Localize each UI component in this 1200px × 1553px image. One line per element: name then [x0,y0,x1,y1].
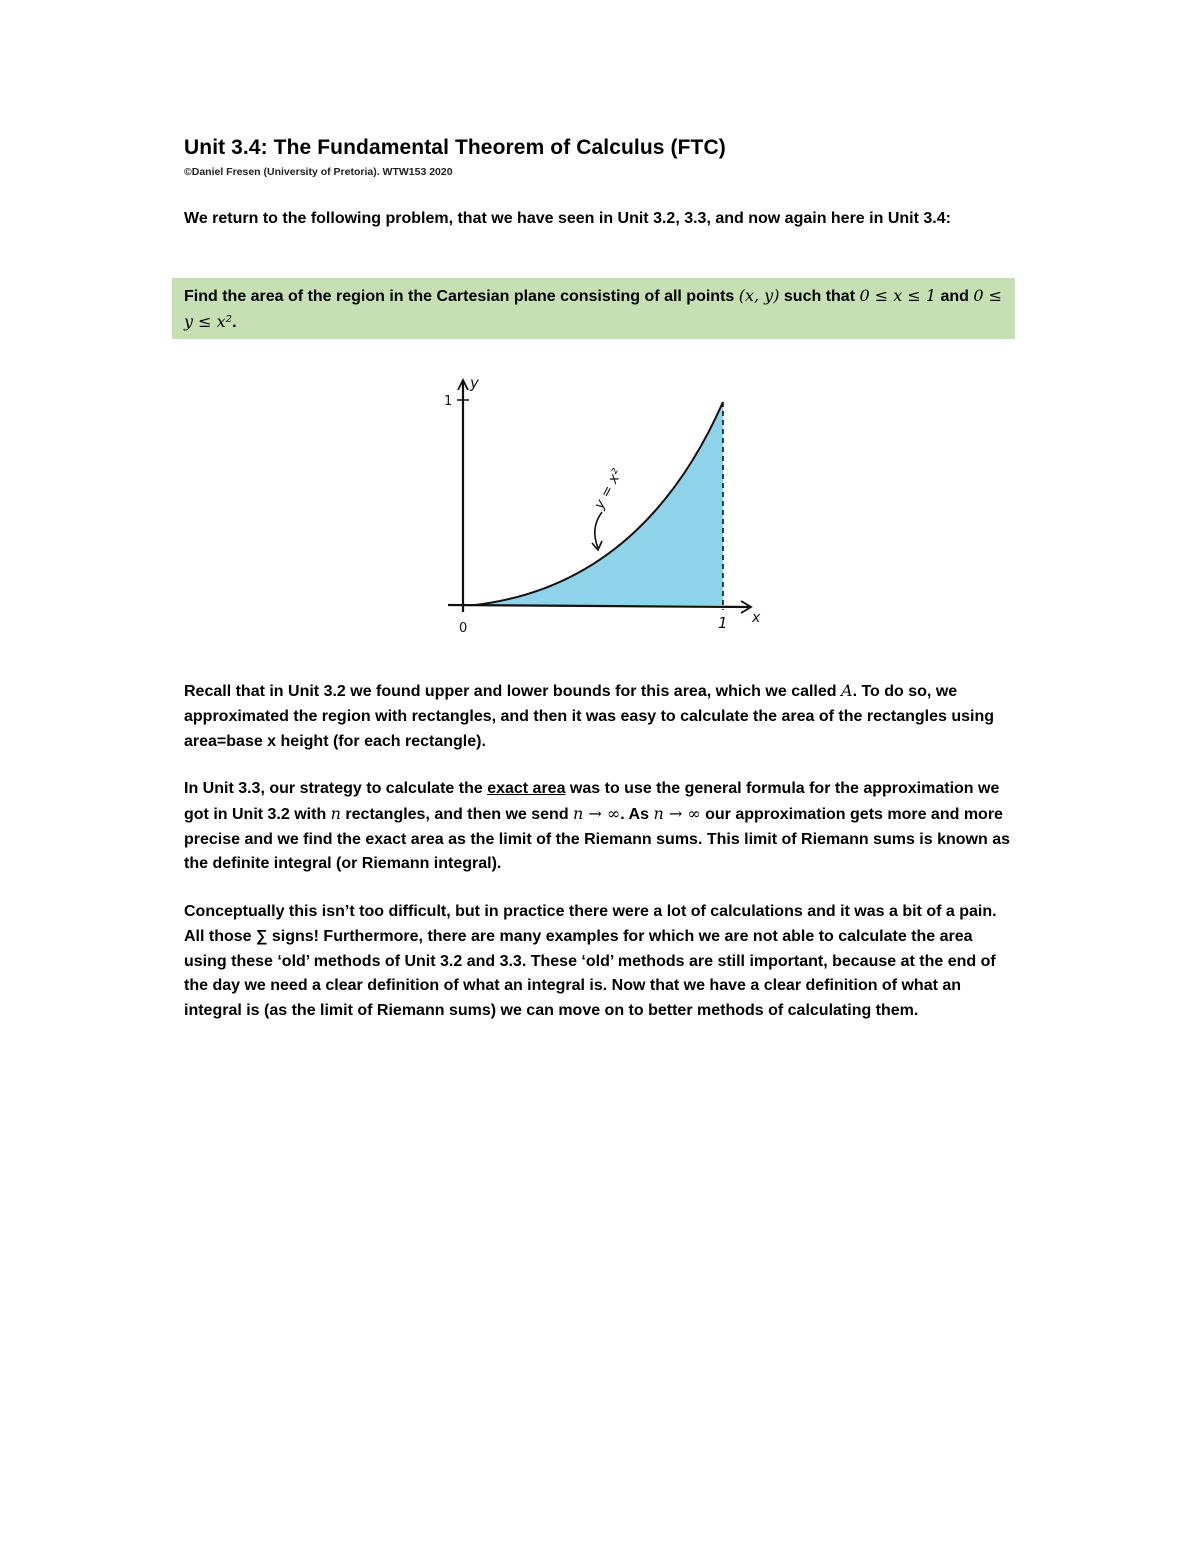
copyright-line: ©Daniel Fresen (University of Pretoria). WTW153 2020 [184,166,453,178]
paragraph-text: . As [620,805,654,823]
paragraph-text: our approximation gets more and more precise and we find the exact area as the limit of the Riemann sums. This limit of Riemann sums is known as the definite integral (or Riemann integral). [184,805,1010,873]
problem-statement [184,283,1004,335]
paragraph-exact-area [184,777,1014,877]
exact-area-underlined: exact area [487,780,566,797]
origin-label: 0 [459,621,468,636]
y-tick-label: 1 [444,394,453,409]
x-condition: 0 ≤ x ≤ 1 [859,286,937,305]
limit-expression: n → ∞ [653,803,701,823]
paragraph-bounds [184,679,1014,754]
problem-highlight-box [172,278,1015,339]
paragraph-text: . To do so, we approximated the region with rectangles, and then it was easy to calculate the area of the rectangles using area=base x height (for each rectangle). [184,683,994,750]
paragraph-text: Recall that in Unit 3.2 we found upper and lower bounds for this area, which we called [184,683,841,700]
problem-text-part: . [232,314,237,331]
y-condition: 0 ≤ y ≤ x² [184,286,1003,331]
y-axis-label: y [470,374,479,392]
area-under-parabola-figure [430,360,780,645]
limit-expression: n → ∞ [573,803,621,823]
paragraph-text: rectangles, and then we send [340,805,574,823]
paragraph-text: was to use the general formula for the approximation we got in Unit 3.2 with [184,780,1000,823]
problem-text-part: Find the area of the region in the Cartesian plane consisting of all points [184,288,739,305]
paragraph-text: In Unit 3.3, our strategy to calculate the [184,780,488,797]
point-notation: (x, y) [738,286,780,305]
paragraph-conceptual: Conceptually this isn’t too difficult, but in practice there were a lot of calculations and it was a bit of a pain. All those ∑ signs! Furthermore, there are many examples for which we are not able to calculate the area using these ‘old’ methods of Unit 3.2 and 3.3. These ‘old’ methods are still important, because at the end of the day we need a clear definition of what an integral is. Now that we have a clear definition of what an integral is (as the limit of Riemann sums) we can move on to better methods of calculating them. [184,903,997,1020]
problem-text-part: such that [779,288,860,305]
intro-paragraph: We return to the following problem, that we have seen in Unit 3.2, 3.3, and now again here in Unit 3.4: [184,210,951,227]
problem-text-part: and [936,288,974,305]
curve-label: y = x² [591,466,626,512]
n-symbol: n [330,803,341,823]
x-axis-label: x [752,610,761,626]
page-title: Unit 3.4: The Fundamental Theorem of Calculus (FTC) [184,136,726,159]
x-tick-label: 1 [718,614,728,632]
x-axis [448,605,750,607]
area-symbol: A [841,681,853,700]
